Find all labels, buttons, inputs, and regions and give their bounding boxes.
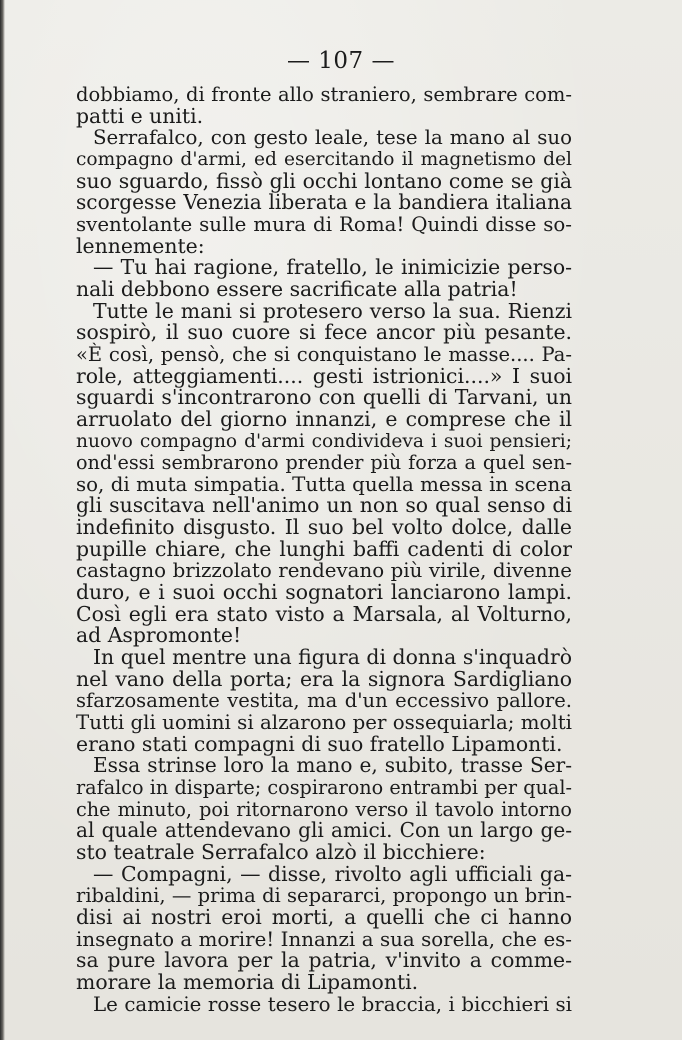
text-line: Le camicie rosse tesero le braccia, i bicchieri si <box>93 992 572 1016</box>
text-line: Essa strinse loro la mano e, subito, trasse Ser- <box>93 753 572 778</box>
text-line: pupille chiare, che lunghi baffi cadenti di color <box>76 536 572 561</box>
text-line: Serrafalco, con gesto leale, tese la mano al suo <box>93 126 572 150</box>
text-line: sventolante sulle mura di Roma! Quindi disse so- <box>76 212 572 236</box>
body-text <box>76 84 572 1015</box>
text-line: sfarzosamente vestita, ma d'un eccessivo pallore. <box>76 689 572 713</box>
text-line: indefinito disgusto. Il suo bel volto dolce, dalle <box>76 515 572 540</box>
text-line: gli suscitava nell'animo un non so qual senso di <box>76 493 572 518</box>
text-line: arruolato del giorno innanzi, e comprese che il <box>76 406 572 431</box>
text-line: castagno brizzolato rendevano più virile, divenne <box>76 559 572 583</box>
text-line: nuovo compagno d'armi condivideva i suoi pensieri; <box>76 430 572 452</box>
text-line: In quel mentre una figura di donna s'inquadrò <box>93 645 572 670</box>
page-spine-shadow <box>0 0 5 1040</box>
text-line: patti e uniti. <box>76 103 204 128</box>
text-line: suo sguardo, fissò gli occhi lontano come se già <box>76 168 572 193</box>
text-line: ond'essi sembrarono prender più forza a quel sen- <box>76 451 572 475</box>
text-line: morare la memoria di Lipamonti. <box>76 969 419 994</box>
text-line: che minuto, poi ritornarono verso il tavolo intorno <box>76 797 572 821</box>
text-line: insegnato a morire! Innanzi a sua sorella, che es- <box>76 927 572 951</box>
text-line: so, di muta simpatia. Tutta quella messa in scena <box>76 472 572 496</box>
text-line: erano stati compagni di suo fratello Lipamonti. <box>76 731 563 756</box>
text-line: ad Aspromonte! <box>76 623 242 648</box>
text-line: nali debbono essere sacrificate alla patria! <box>76 276 518 301</box>
text-line: sguardi s'incontrarono con quelli di Tarvani, un <box>76 385 572 410</box>
text-line: dobbiamo, di fronte allo straniero, sembrare com- <box>76 83 572 106</box>
text-line: Tutte le mani si protesero verso la sua. Rienzi <box>93 298 572 323</box>
text-line: sospirò, il suo cuore si fece ancor più pesante. <box>76 320 572 345</box>
text-line: — Tu hai ragione, fratello, le inimicizie perso- <box>93 255 572 280</box>
text-line: sa pure lavora per la patria, v'invito a comme- <box>76 948 572 973</box>
text-line: sto teatrale Serrafalco alzò il bicchiere: <box>76 839 486 864</box>
text-line: rafalco in disparte; cospirarono entrambi per qual- <box>76 776 572 799</box>
text-line: role, atteggiamenti.... gesti istrionici....» I suoi <box>76 363 572 388</box>
text-line: compagno d'armi, ed esercitando il magnetismo del <box>76 148 572 170</box>
text-line: Tutti gli uomini si alzarono per ossequiarla; molti <box>76 711 572 735</box>
text-line: — Compagni, — disse, rivolto agli ufficiali ga- <box>93 861 572 886</box>
text-line: duro, e i suoi occhi sognatori lanciarono lampi. <box>76 580 572 605</box>
text-line: Così egli era stato visto a Marsala, al Volturno, <box>76 601 572 626</box>
text-line: lennemente: <box>76 233 205 258</box>
text-line: ribaldini, — prima di separarci, propongo un brin- <box>76 884 572 908</box>
text-line: nel vano della porta; era la signora Sardigliano <box>76 666 572 691</box>
page-number: — 107 — <box>286 48 396 74</box>
text-line: scorgesse Venezia liberata e la bandiera italiana <box>76 190 572 215</box>
text-line: disi ai nostri eroi morti, a quelli che ci hanno <box>76 904 572 929</box>
text-line: «È così, pensò, che si conquistano le masse.... Pa- <box>76 342 572 366</box>
text-line: al quale attendevano gli amici. Con un largo ge- <box>76 818 572 843</box>
